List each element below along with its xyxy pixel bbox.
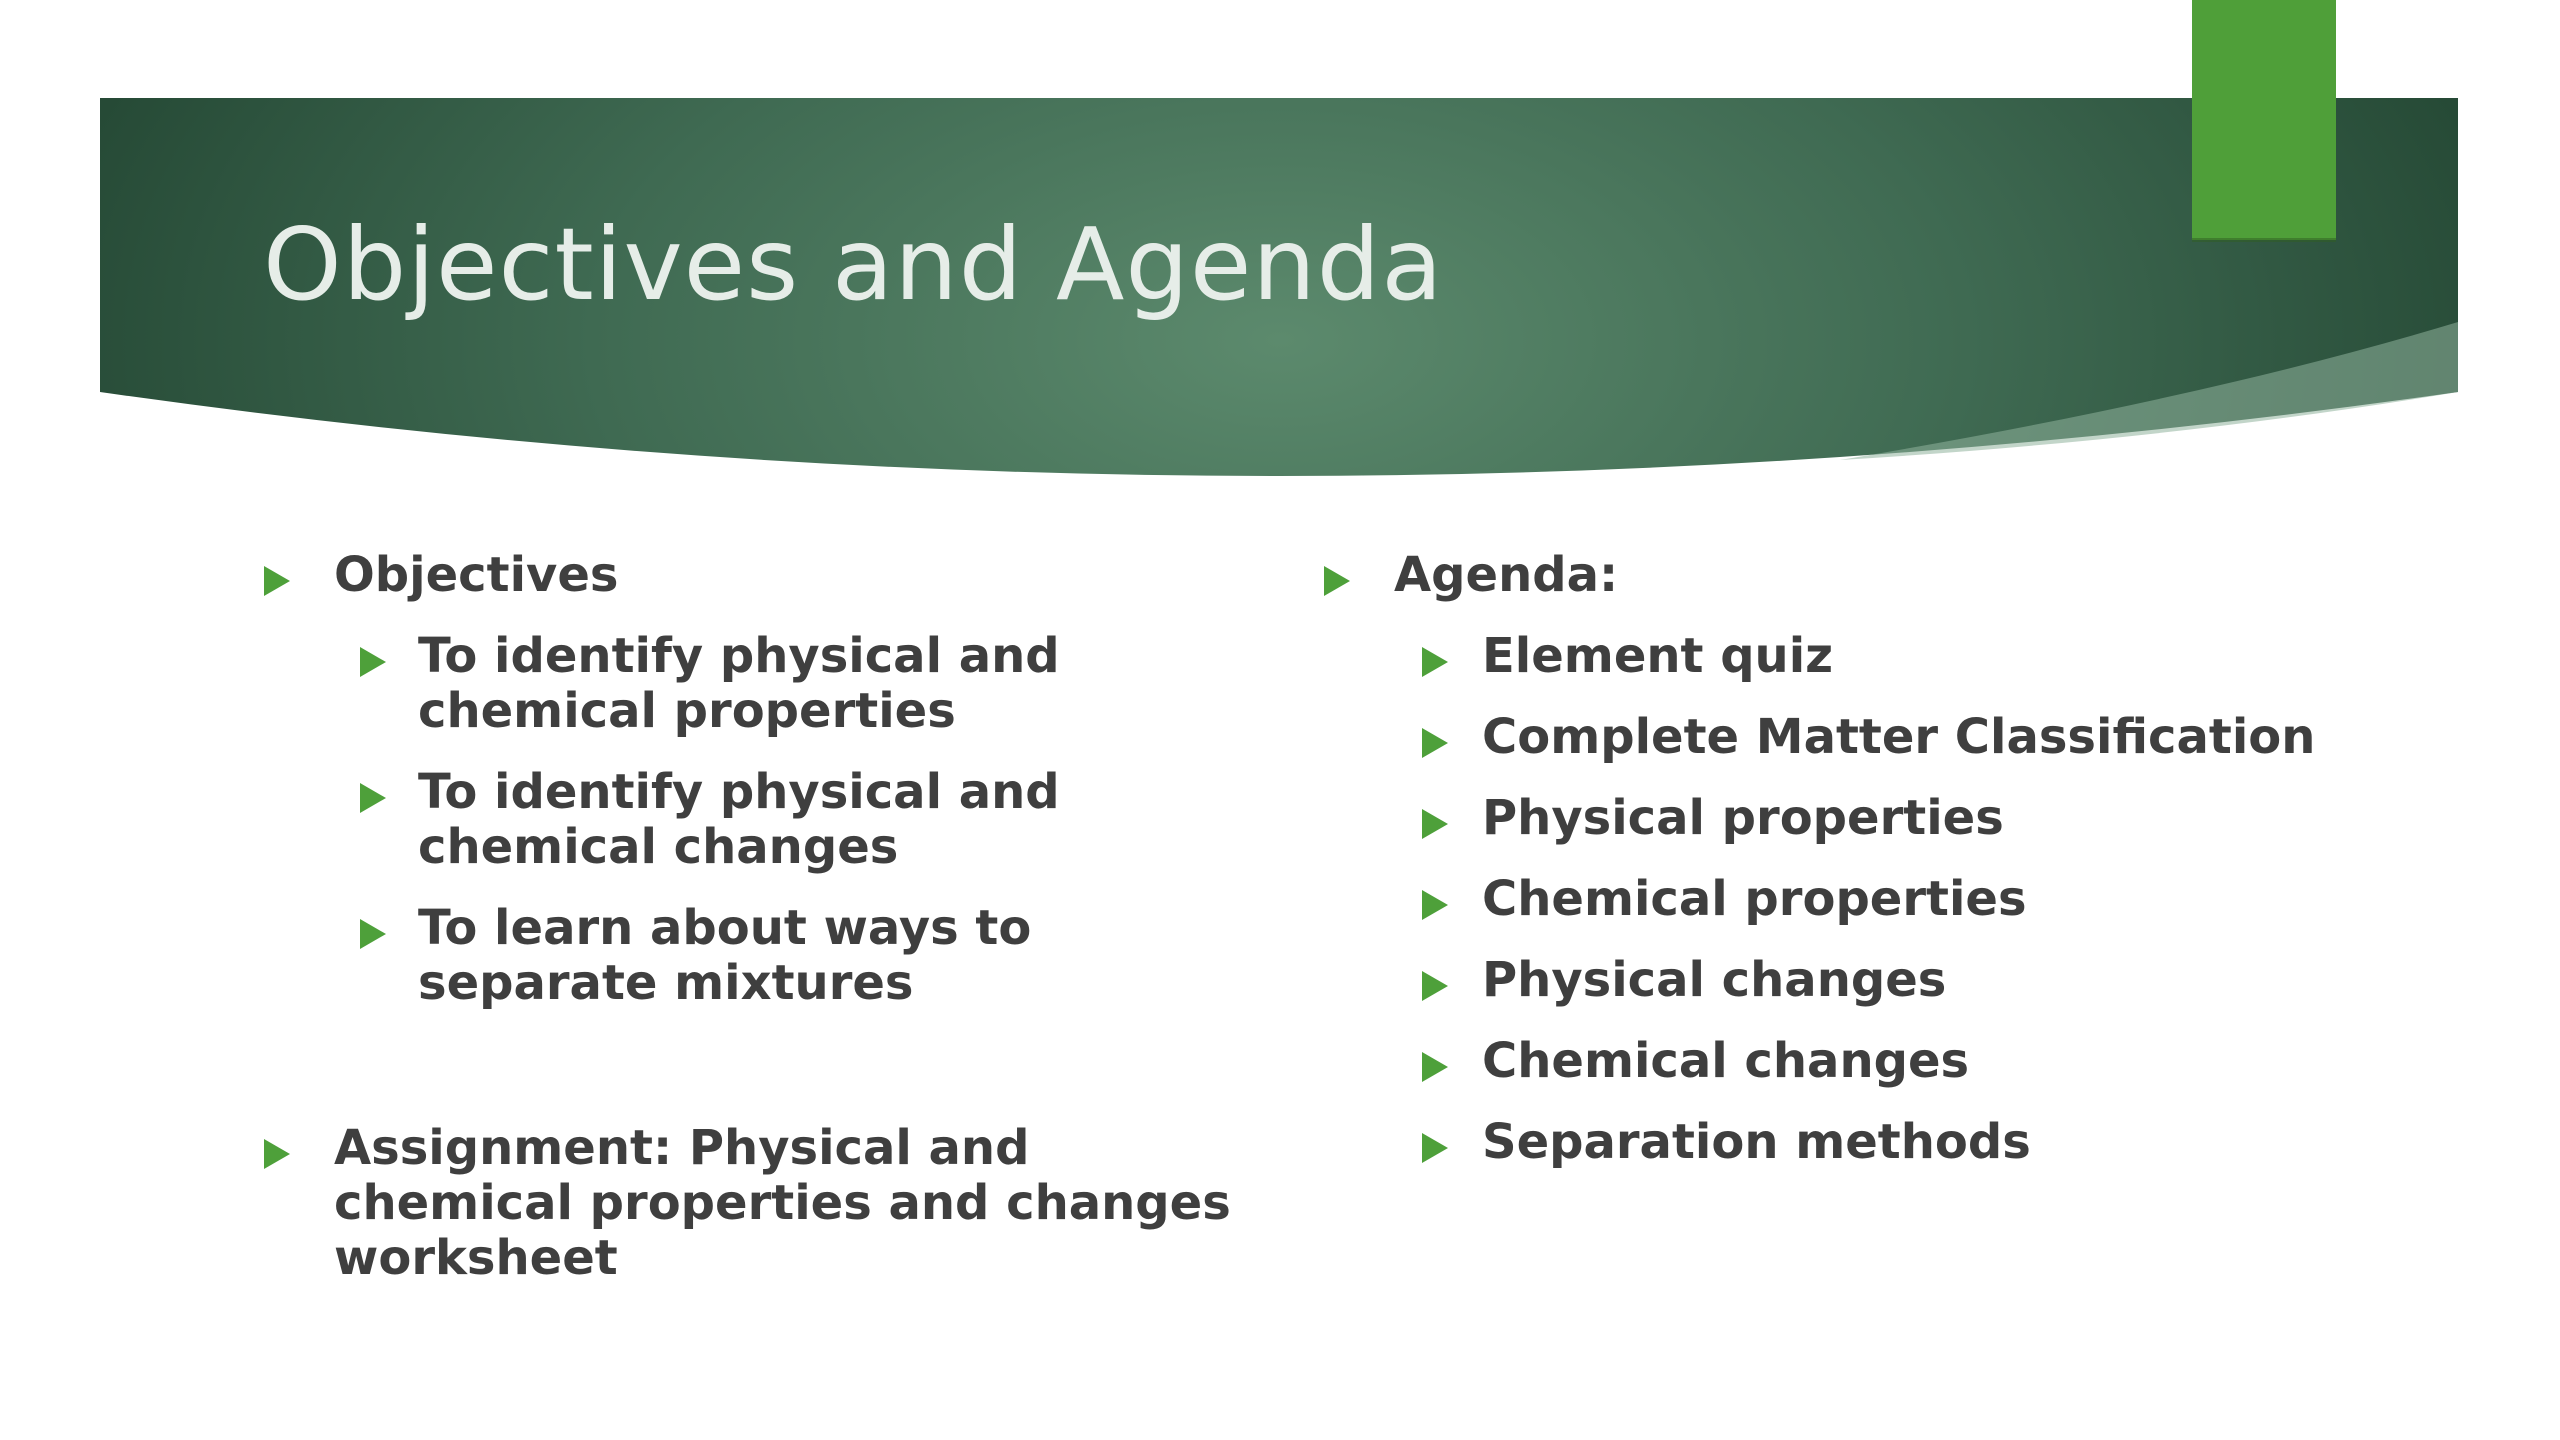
- triangle-right-icon: [1422, 728, 1448, 758]
- agenda-item: [1322, 1034, 2462, 1089]
- agenda-item-text: Physical changes: [1482, 952, 1947, 1008]
- agenda-item: [1322, 872, 2462, 927]
- accent-tab: [2192, 0, 2336, 240]
- agenda-column: [1322, 548, 2462, 1196]
- triangle-right-icon: [1422, 1052, 1448, 1082]
- objective-item-text: To identify physical and chemical changes: [418, 764, 1060, 875]
- agenda-item: [1322, 791, 2462, 846]
- triangle-right-icon: [1422, 971, 1448, 1001]
- agenda-item: [1322, 710, 2462, 765]
- triangle-right-icon: [1422, 1133, 1448, 1163]
- objectives-heading-text: Objectives: [334, 547, 619, 603]
- agenda-item-text: Element quiz: [1482, 628, 1834, 684]
- agenda-item-text: Chemical changes: [1482, 1033, 1970, 1089]
- triangle-right-icon: [360, 919, 386, 949]
- agenda-heading: [1322, 548, 2462, 603]
- objectives-heading: [262, 548, 1282, 603]
- triangle-right-icon: [360, 783, 386, 813]
- triangle-right-icon: [1422, 647, 1448, 677]
- objective-item: [262, 629, 1282, 739]
- agenda-item-text: Chemical properties: [1482, 871, 2027, 927]
- objective-item: [262, 765, 1282, 875]
- agenda-item-text: Physical properties: [1482, 790, 2004, 846]
- triangle-right-icon: [1422, 809, 1448, 839]
- accent-tab-shadow: [2192, 238, 2336, 242]
- agenda-item: [1322, 1115, 2462, 1170]
- agenda-item: [1322, 953, 2462, 1008]
- agenda-item-text: Complete Matter Classification: [1482, 709, 2316, 765]
- slide-title: Objectives and Agenda: [263, 206, 1444, 323]
- assignment-text: Assignment: Physical and chemical properties and changes worksheet: [334, 1120, 1231, 1286]
- triangle-right-icon: [264, 1139, 290, 1169]
- objective-item: [262, 901, 1282, 1011]
- agenda-item-text: Separation methods: [1482, 1114, 2031, 1170]
- agenda-item: [1322, 629, 2462, 684]
- triangle-right-icon: [360, 647, 386, 677]
- triangle-right-icon: [264, 566, 290, 596]
- triangle-right-icon: [1422, 890, 1448, 920]
- objectives-column: [262, 548, 1282, 1312]
- objective-item-text: To learn about ways to separate mixtures: [418, 900, 1032, 1011]
- objective-item-text: To identify physical and chemical properties: [418, 628, 1060, 739]
- triangle-right-icon: [1324, 566, 1350, 596]
- spacer: [262, 1037, 1282, 1121]
- agenda-heading-text: Agenda:: [1394, 547, 1619, 603]
- assignment-item: [262, 1121, 1282, 1286]
